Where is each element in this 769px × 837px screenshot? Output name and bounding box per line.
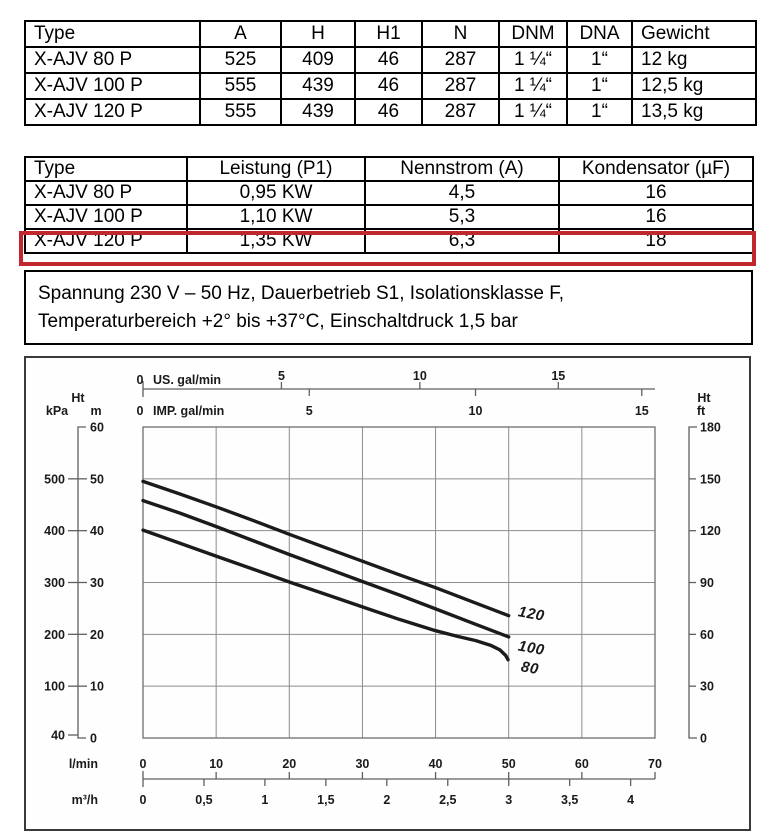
pump-curves bbox=[143, 481, 546, 678]
col-header-a: A bbox=[200, 21, 281, 47]
tick-label: 60 bbox=[574, 757, 589, 771]
cell-kondensator: 18 bbox=[559, 229, 753, 253]
cell-h1: 46 bbox=[355, 73, 422, 99]
curve-label-100: 100 bbox=[516, 637, 546, 659]
cell-type: X-AJV 80 P bbox=[25, 47, 200, 73]
cell-type: X-AJV 120 P bbox=[25, 99, 200, 125]
cell-h: 439 bbox=[281, 99, 355, 125]
axis-title-kpa: kPa bbox=[45, 404, 69, 418]
cell-leistung: 0,95 KW bbox=[187, 181, 365, 205]
tick-label: 40 bbox=[428, 757, 443, 771]
cell-gewicht: 13,5 kg bbox=[632, 99, 756, 125]
cell-gewicht: 12 kg bbox=[632, 47, 756, 73]
cell-nennstrom: 5,3 bbox=[365, 205, 559, 229]
curve-label-80: 80 bbox=[519, 658, 541, 679]
cell-n: 287 bbox=[422, 47, 499, 73]
col-header-dnm: DNM bbox=[499, 21, 567, 47]
tick-label: 30 bbox=[90, 576, 104, 590]
specs-note-box bbox=[24, 270, 753, 345]
col-header-h1: H1 bbox=[355, 21, 422, 47]
cell-dnm: 1 ¼“ bbox=[499, 99, 567, 125]
tick-label: 15 bbox=[551, 369, 566, 383]
axis-zero-label: 0 bbox=[136, 404, 144, 418]
tick-label: 400 bbox=[44, 524, 65, 539]
tick-label: 0 bbox=[139, 757, 147, 771]
tick-label: 300 bbox=[44, 576, 65, 590]
axis-right-ft bbox=[689, 391, 721, 746]
tick-label: 180 bbox=[700, 420, 721, 435]
table-row bbox=[25, 73, 756, 99]
tick-label: 10 bbox=[412, 369, 427, 383]
cell-a: 525 bbox=[200, 47, 281, 73]
tick-label: 50 bbox=[90, 472, 104, 487]
col-header-leistung: Leistung (P1) bbox=[187, 157, 365, 181]
axis-title: US. gal/min bbox=[153, 373, 222, 387]
cell-kondensator: 16 bbox=[559, 205, 753, 229]
cell-h1: 46 bbox=[355, 47, 422, 73]
tick-label: 1 bbox=[261, 793, 269, 807]
curve-label-120: 120 bbox=[516, 603, 546, 625]
axis-left-kpa-m bbox=[44, 391, 104, 746]
tick-label: 30 bbox=[355, 757, 370, 771]
tick-label: 200 bbox=[44, 627, 65, 642]
table-row bbox=[25, 99, 756, 125]
col-header-nennstrom: Nennstrom (A) bbox=[365, 157, 559, 181]
axis-title-ft: ft bbox=[696, 404, 706, 418]
cell-dna: 1“ bbox=[567, 99, 632, 125]
axis-zero-label: 0 bbox=[136, 373, 144, 387]
cell-type: X-AJV 100 P bbox=[25, 73, 200, 99]
cell-dnm: 1 ¼“ bbox=[499, 47, 567, 73]
table-row bbox=[25, 181, 753, 205]
axis-imp-gal bbox=[137, 389, 649, 418]
cell-dna: 1“ bbox=[567, 47, 632, 73]
col-header-h: H bbox=[281, 21, 355, 47]
axis-title-m: m bbox=[90, 404, 102, 418]
tick-label: 5 bbox=[305, 404, 313, 418]
axis-us-gal bbox=[137, 369, 655, 397]
cell-h: 409 bbox=[281, 47, 355, 73]
axis-bottom-lmin-m3h bbox=[69, 757, 662, 807]
tick-label: 40 bbox=[51, 728, 65, 743]
table-row-highlighted bbox=[25, 229, 753, 253]
axis-title: IMP. gal/min bbox=[153, 404, 225, 418]
tick-label: 90 bbox=[700, 576, 714, 591]
col-header-gewicht: Gewicht bbox=[632, 21, 756, 47]
pump-curve-chart bbox=[24, 356, 751, 831]
cell-h: 439 bbox=[281, 73, 355, 99]
pump-curve-chart-canvas bbox=[26, 358, 749, 829]
cell-h1: 46 bbox=[355, 99, 422, 125]
col-header-type: Type bbox=[25, 21, 200, 47]
table-row bbox=[25, 205, 753, 229]
col-header-type: Type bbox=[25, 157, 187, 181]
tick-label: 0 bbox=[90, 731, 97, 746]
cell-n: 287 bbox=[422, 73, 499, 99]
cell-nennstrom: 4,5 bbox=[365, 181, 559, 205]
tick-label: 1,5 bbox=[317, 793, 335, 807]
axis-title-ht: Ht bbox=[71, 391, 85, 405]
dimension-table bbox=[24, 20, 757, 126]
tick-label: 4 bbox=[627, 793, 635, 807]
tick-label: 10 bbox=[468, 404, 483, 418]
cell-dna: 1“ bbox=[567, 73, 632, 99]
tick-label: 10 bbox=[209, 757, 224, 771]
tick-label: 60 bbox=[700, 627, 714, 642]
axis-title-ht: Ht bbox=[697, 391, 711, 405]
chart-grid bbox=[143, 427, 655, 738]
axis-title-m3h: m³/h bbox=[71, 793, 98, 807]
electrical-table-header-row bbox=[25, 157, 753, 181]
cell-type: X-AJV 120 P bbox=[25, 229, 187, 253]
tick-label: 40 bbox=[90, 524, 104, 539]
tick-label: 5 bbox=[277, 369, 285, 383]
tick-label: 70 bbox=[648, 757, 662, 771]
table-row bbox=[25, 47, 756, 73]
cell-gewicht: 12,5 kg bbox=[632, 73, 756, 99]
tick-label: 120 bbox=[700, 524, 721, 539]
cell-nennstrom: 6,3 bbox=[365, 229, 559, 253]
cell-a: 555 bbox=[200, 99, 281, 125]
cell-type: X-AJV 100 P bbox=[25, 205, 187, 229]
col-header-dna: DNA bbox=[567, 21, 632, 47]
cell-a: 555 bbox=[200, 73, 281, 99]
cell-leistung: 1,35 KW bbox=[187, 229, 365, 253]
tick-label: 50 bbox=[501, 757, 516, 771]
tick-label: 500 bbox=[44, 472, 65, 487]
dimension-table-header-row bbox=[25, 21, 756, 47]
tick-label: 2,5 bbox=[439, 793, 457, 807]
tick-label: 20 bbox=[90, 627, 104, 642]
specs-note-line1: Spannung 230 V – 50 Hz, Dauerbetrieb S1, Isolationsklasse F, bbox=[38, 283, 564, 304]
tick-label: 150 bbox=[700, 472, 721, 487]
pump-curve-100 bbox=[143, 501, 509, 637]
electrical-table bbox=[24, 156, 754, 254]
cell-dnm: 1 ¼“ bbox=[499, 73, 567, 99]
tick-label: 60 bbox=[90, 420, 104, 435]
axis-title-lmin: l/min bbox=[68, 757, 98, 771]
tick-label: 30 bbox=[700, 679, 714, 694]
cell-leistung: 1,10 KW bbox=[187, 205, 365, 229]
col-header-n: N bbox=[422, 21, 499, 47]
cell-type: X-AJV 80 P bbox=[25, 181, 187, 205]
cell-n: 287 bbox=[422, 99, 499, 125]
col-header-kondensator: Kondensator (µF) bbox=[559, 157, 753, 181]
tick-label: 100 bbox=[44, 679, 65, 694]
tick-label: 10 bbox=[90, 679, 104, 694]
tick-label: 3 bbox=[505, 793, 513, 807]
tick-label: 15 bbox=[634, 404, 649, 418]
specs-note-line2: Temperaturbereich +2° bis +37°C, Einschaltdruck 1,5 bar bbox=[38, 311, 518, 332]
tick-label: 2 bbox=[383, 793, 391, 807]
cell-kondensator: 16 bbox=[559, 181, 753, 205]
tick-label: 3,5 bbox=[560, 793, 579, 807]
tick-label: 20 bbox=[282, 757, 297, 771]
tick-label: 0 bbox=[700, 731, 707, 746]
tick-label: 0 bbox=[139, 793, 147, 807]
tick-label: 0,5 bbox=[195, 793, 213, 807]
